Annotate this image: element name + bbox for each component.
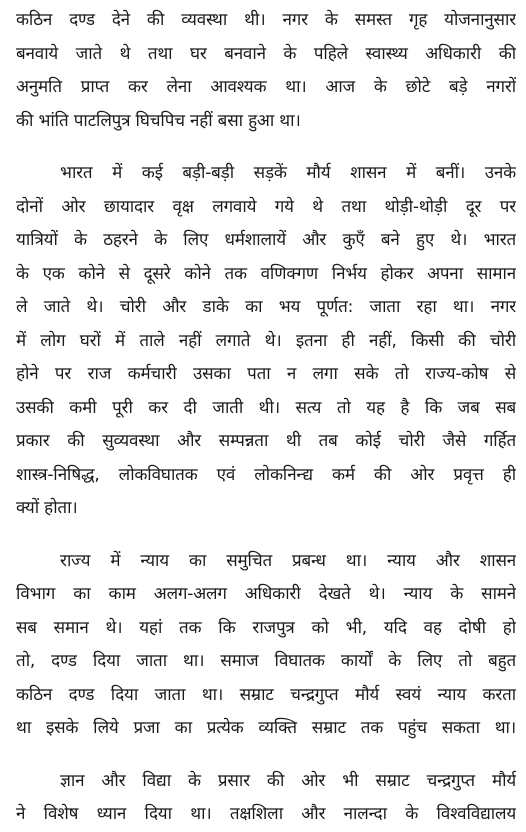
text-line: बनवाये जाते थे तथा घर बनवाने के पहिले स्वास्थ्य अधिकारी की xyxy=(16,43,516,64)
text-line: क्यों होता। xyxy=(16,498,78,518)
text-line: सब समान थे। यहां तक कि राजपुत्र को भी, यदि वह दोषी हो xyxy=(16,617,516,638)
text-line: भारत में कई बड़ी-बड़ी सड़कें मौर्य शासन में बनीं। उनके xyxy=(60,163,516,183)
text-line: यात्रियों के ठहरने के लिए धर्मशालायें और कुएँ बने हुए थे। भारत xyxy=(16,230,516,250)
paragraph-town-planning xyxy=(16,4,516,138)
text-line: की भांति पाटलिपुत्र घिचपिच नहीं बसा हुआ था। xyxy=(16,110,301,131)
text-line: तो, दण्ड दिया जाता था। समाज विघातक कार्यों के लिए तो बहुत xyxy=(16,651,516,671)
text-line: कठिन दण्ड दिया जाता था। सम्राट चन्द्रगुप्त मौर्य स्वयं न्याय करता xyxy=(16,684,516,705)
paragraph-education xyxy=(16,765,516,832)
text-line: होने पर राज कर्मचारी उसका पता न लगा सके तो राज्य-कोष से xyxy=(16,364,516,384)
text-line: ने विशेष ध्यान दिया था। तक्षशिला और नालन्दा के विश्वविद्यालय xyxy=(16,804,516,824)
text-line: राज्य में न्याय का समुचित प्रबन्ध था। न्याय और शासन xyxy=(60,550,516,571)
text-line: विभाग का काम अलग-अलग अधिकारी देखते थे। न्याय के सामने xyxy=(16,584,516,604)
text-line: दोनों ओर छायादार वृक्ष लगवाये गये थे तथा थोड़ी-थोड़ी दूर पर xyxy=(16,196,516,217)
text-line: उसकी कमी पूरी कर दी जाती थी। सत्य तो यह है कि जब सब xyxy=(16,397,516,418)
text-line: में लोग घरों में ताले नहीं लगाते थे। इतना ही नहीं, किसी की चोरी xyxy=(16,330,516,351)
text-line: ले जाते थे। चोरी और डाके का भय पूर्णत: जाता रहा था। नगर xyxy=(16,297,516,317)
text-line: प्रकार की सुव्यवस्था और सम्पन्नता थी तब कोई चोरी जैसे गर्हित xyxy=(16,431,516,451)
text-line: ज्ञान और विद्या के प्रसार की ओर भी सम्राट चन्द्रगुप्त मौर्य xyxy=(60,770,516,791)
text-line: अनुमति प्राप्त कर लेना आवश्यक था। आज के छोटे बड़े नगरों xyxy=(16,77,516,97)
text-line: था इसके लिये प्रजा का प्रत्येक व्यक्ति सम्राट तक पहुंच सकता था। xyxy=(16,718,516,738)
text-line: के एक कोने से दूसरे कोने तक वणिक्गण निर्भय होकर अपना सामान xyxy=(16,263,516,284)
paragraph-justice xyxy=(16,545,516,746)
text-line: कठिन दण्ड देने की व्यवस्था थी। नगर के समस्त गृह योजनानुसार xyxy=(16,10,516,30)
paragraph-roads-and-safety xyxy=(16,157,516,526)
text-line: शास्त्र-निषिद्ध, लोकविघातक एवं लोकनिन्द्य कर्म की ओर प्रवृत्त ही xyxy=(16,464,516,485)
